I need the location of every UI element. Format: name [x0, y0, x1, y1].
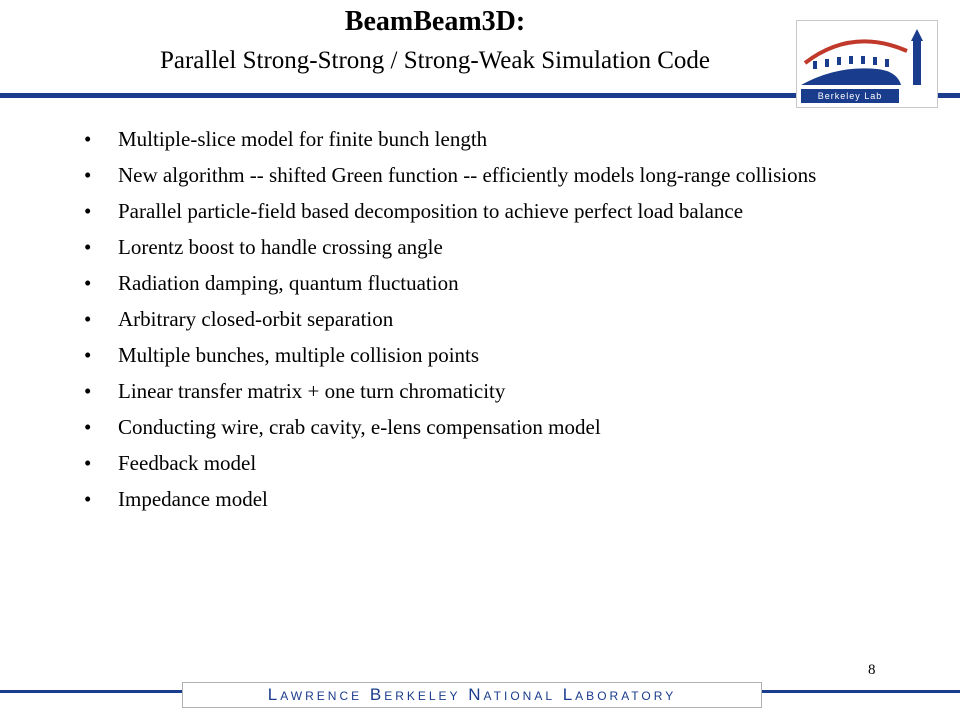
- bullet-text: Conducting wire, crab cavity, e-lens compensation model: [118, 415, 601, 439]
- bullet-marker: •: [84, 487, 92, 511]
- bullet-marker: •: [84, 451, 92, 475]
- bullet-marker: •: [84, 163, 92, 187]
- bullet-item: [82, 162, 862, 188]
- bullet-item: [82, 234, 862, 260]
- bullet-marker: •: [84, 379, 92, 403]
- bullet-text: Arbitrary closed-orbit separation: [118, 307, 394, 331]
- bullet-marker: •: [84, 343, 92, 367]
- bullet-item: [82, 486, 862, 512]
- bullet-item: [82, 378, 862, 404]
- bullet-list: [82, 126, 862, 522]
- bullet-text: Impedance model: [118, 487, 268, 511]
- bullet-item: [82, 306, 862, 332]
- bullet-item: [82, 342, 862, 368]
- logo-text: Berkeley Lab: [801, 89, 899, 103]
- bullet-marker: •: [84, 127, 92, 151]
- slide-title: BeamBeam3D:: [344, 6, 526, 37]
- bullet-text: Feedback model: [118, 451, 257, 475]
- bullet-text: Parallel particle-field based decomposition to achieve perfect load balance: [118, 199, 744, 223]
- slide-subtitle: Parallel Strong-Strong / Strong-Weak Simulation Code: [159, 47, 710, 74]
- bullet-marker: •: [84, 199, 92, 223]
- bullet-item: [82, 270, 862, 296]
- page-number: 8: [868, 662, 876, 678]
- bullet-marker: •: [84, 235, 92, 259]
- bullet-text: Multiple-slice model for finite bunch length: [118, 127, 488, 151]
- bullet-marker: •: [84, 307, 92, 331]
- bullet-item: [82, 414, 862, 440]
- bullet-text: Linear transfer matrix + one turn chromaticity: [118, 379, 506, 403]
- bullet-text: Radiation damping, quantum fluctuation: [118, 271, 459, 295]
- bullet-text: New algorithm -- shifted Green function -- efficiently models long-range collisions: [118, 163, 817, 187]
- footer-band: Lawrence Berkeley National Laboratory: [182, 682, 762, 708]
- bullet-marker: •: [84, 415, 92, 439]
- bullet-item: [82, 450, 862, 476]
- bullet-item: [82, 198, 862, 224]
- bullet-item: [82, 126, 862, 152]
- bullet-text: Lorentz boost to handle crossing angle: [118, 235, 443, 259]
- bullet-text: Multiple bunches, multiple collision points: [118, 343, 480, 367]
- bullet-marker: •: [84, 271, 92, 295]
- berkeley-lab-logo: [796, 20, 938, 108]
